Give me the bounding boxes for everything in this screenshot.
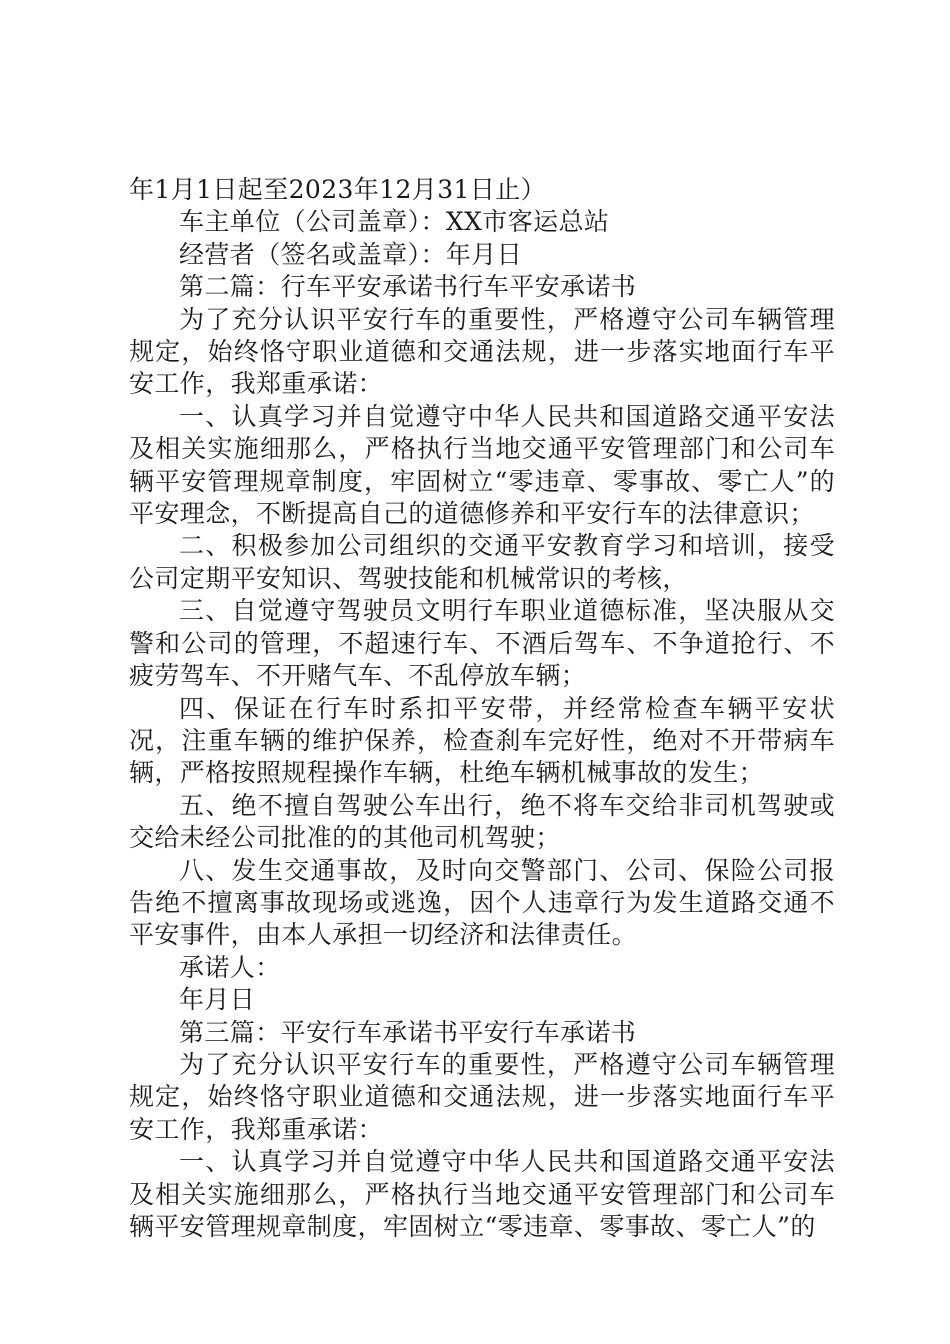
paragraph-item-8: 八、发生交通事故，及时向交警部门、公司、保险公司报告绝不擅离事故现场或逃逸，因个人违章行为发生道路交通不平安事件，由本人承担一切经济和法律责任。 xyxy=(129,855,835,950)
paragraph-owner-unit: 车主单位（公司盖章）：XX市客运总站 xyxy=(179,207,610,237)
paragraph-item-1-part-three: 一、认真学习并自觉遵守中华人民共和国道路交通平安法及相关实施细那么，严格执行当地交通平安管理部门和公司车辆平安管理规章制度，牢固树立“零违章、零事故、零亡人”的 xyxy=(129,1147,835,1241)
paragraph-item-1: 一、认真学习并自觉遵守中华人民共和国道路交通平安法及相关实施细那么，严格执行当地交通平安管理部门和公司车辆平安管理规章制度，牢固树立“零违章、零事故、零亡人”的平安理念，不断提高自己的道德修养和平安行车的法律意识； xyxy=(129,401,835,529)
paragraph-date-range: 年1月1日起至2023年12月31日止） xyxy=(129,175,547,204)
paragraph-promisor: 承诺人： xyxy=(179,952,281,982)
paragraph-item-4: 四、保证在行车时系扣平安带，并经常检查车辆平安状况，注重车辆的维护保养，检查刹车完好性，绝对不开带病车辆，严格按照规程操作车辆，杜绝车辆机械事故的发生； xyxy=(129,693,835,788)
paragraph-intro-part-three: 为了充分认识平安行车的重要性，严格遵守公司车辆管理规定，始终恪守职业道德和交通法规，进一步落实地面行车平安工作，我郑重承诺： xyxy=(129,1049,835,1144)
paragraph-date-blank: 年月日 xyxy=(179,985,256,1015)
paragraph-operator-signature: 经营者（签名或盖章）：年月日 xyxy=(179,239,523,269)
section-heading-part-three: 第三篇：平安行车承诺书平安行车承诺书 xyxy=(179,1017,637,1047)
paragraph-item-2: 二、积极参加公司组织的交通平安教育学习和培训，接受公司定期平安知识、驾驶技能和机械常识的考核， xyxy=(129,531,835,593)
document-body xyxy=(129,174,835,1243)
paragraph-intro: 为了充分认识平安行车的重要性，严格遵守公司车辆管理规定，始终恪守职业道德和交通法规，进一步落实地面行车平安工作，我郑重承诺： xyxy=(129,304,835,399)
section-heading-part-two: 第二篇：行车平安承诺书行车平安承诺书 xyxy=(179,272,637,302)
paragraph-item-5: 五、绝不擅自驾驶公车出行，绝不将车交给非司机驾驶或交给未经公司批准的的其他司机驾驶； xyxy=(129,790,835,853)
paragraph-item-3: 三、自觉遵守驾驶员文明行车职业道德标准，坚决服从交警和公司的管理，不超速行车、不酒后驾车、不争道抢行、不疲劳驾车、不开赌气车、不乱停放车辆； xyxy=(129,596,835,691)
